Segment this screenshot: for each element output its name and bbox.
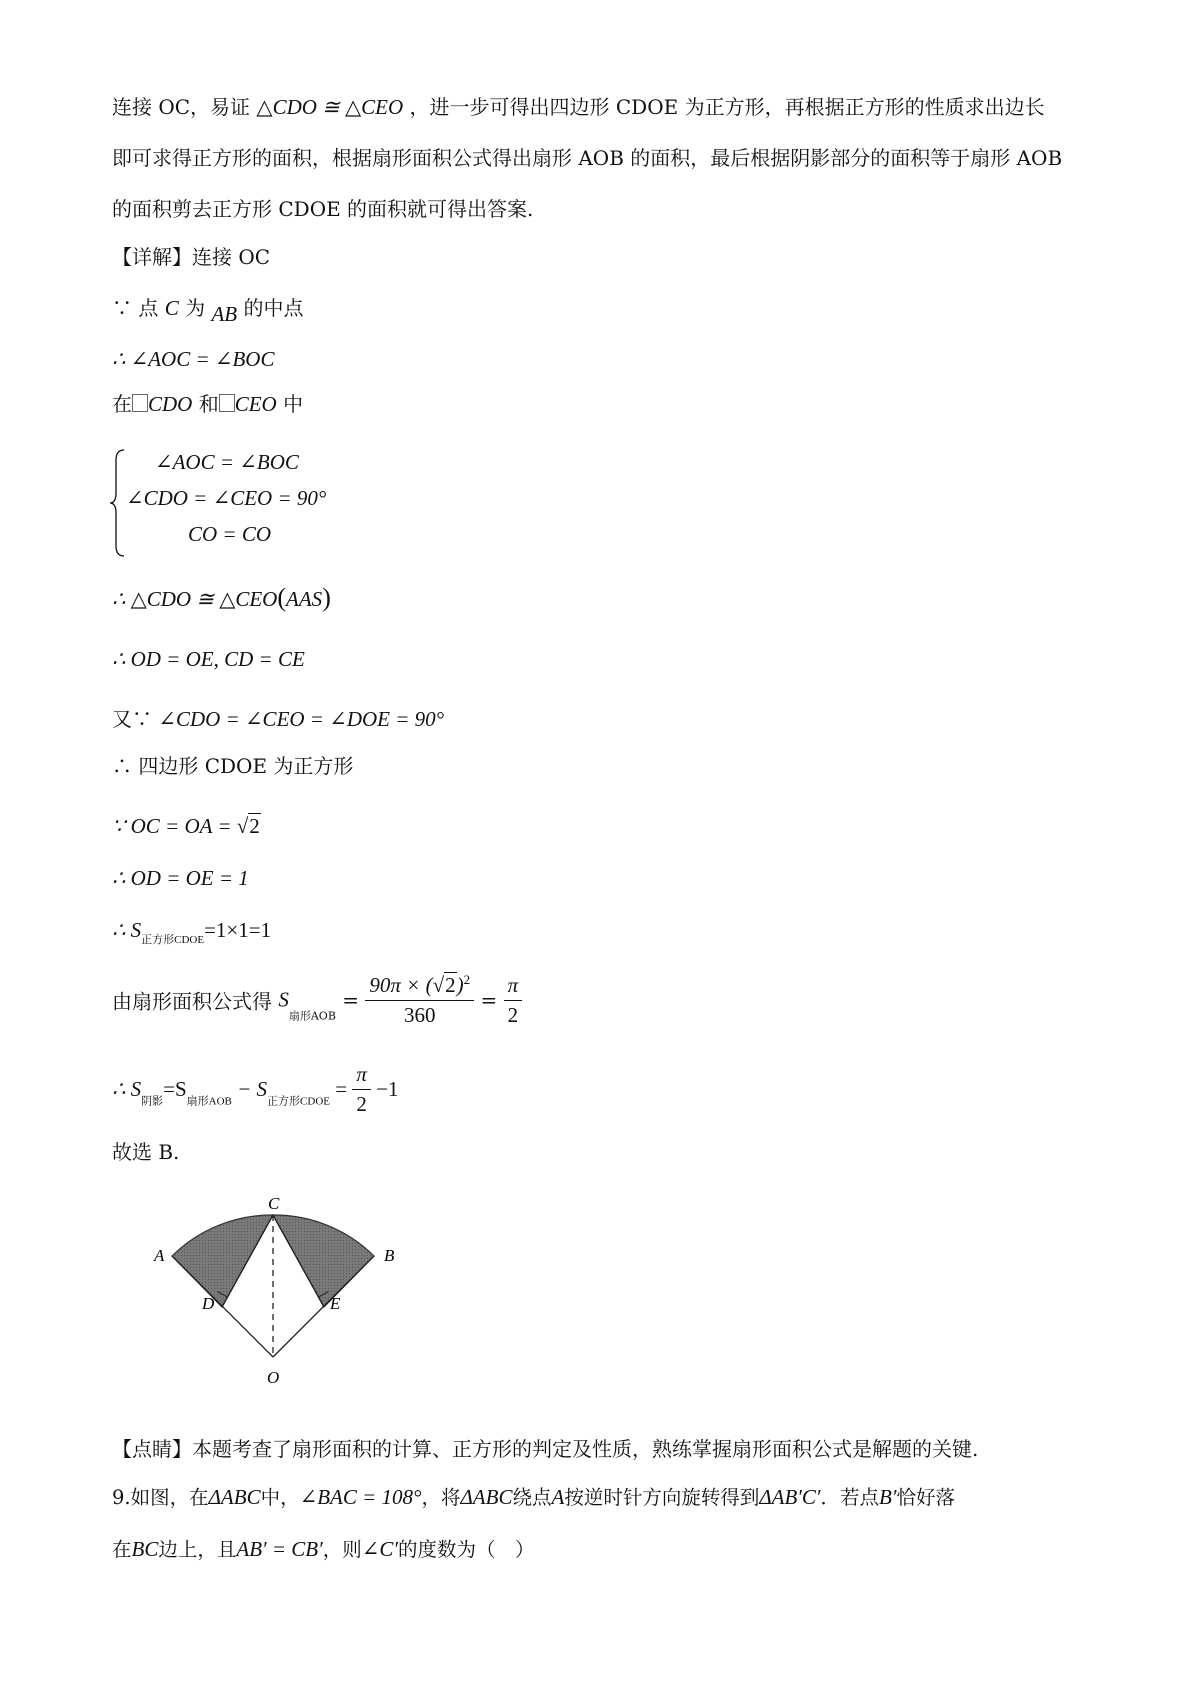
shade-eq-s: =S (163, 1077, 187, 1101)
shaded-region-left (172, 1215, 273, 1307)
q9-text-c: ，将 (421, 1486, 461, 1509)
q9-text-j: ，则 (322, 1538, 362, 1561)
intro-line-3: 的面积剪去正方形 CDOE 的面积就可得出答案. (112, 197, 534, 221)
tri-ceo: CEO (234, 392, 277, 416)
label-d: D (202, 1294, 215, 1313)
q9-point-b: B′ (879, 1485, 897, 1509)
tri-cdo: CDO (148, 392, 193, 416)
oc-root: 2 (249, 814, 260, 838)
sector-num-root: 2 (445, 973, 456, 997)
sector-result-den: 2 (507, 1002, 519, 1027)
shade-num: π (356, 1062, 367, 1086)
congruent-text: ∴ △CDO ≅ △CEO (112, 587, 278, 611)
system-eq-1: ∠AOC = ∠BOC (155, 450, 299, 474)
q9-text-d: 绕点 (512, 1486, 552, 1509)
shade-sub-3: 正方形CDOE (267, 1095, 331, 1108)
congruent-line: ∴ △CDO ≅ △CEO(AAS) (112, 583, 331, 612)
missing-glyph-icon (132, 394, 148, 412)
shade-eq: = (335, 1077, 348, 1101)
sector-result (504, 973, 523, 1028)
also-text: 又∵ (112, 707, 152, 731)
q9-angle: ∠BAC = 108° (299, 1485, 422, 1509)
label-b: B (384, 1246, 395, 1265)
q9-text-i: 边上，且 (158, 1538, 237, 1561)
in-triangles (112, 390, 303, 418)
var-c: C (164, 296, 179, 320)
in-text: 在 (112, 392, 132, 416)
intro-text-1a: 连接 OC，易证 (112, 95, 251, 119)
q9-text-f: ．若点 (820, 1486, 880, 1509)
sector-num-b: ) (456, 973, 464, 997)
sector-subscript: 扇形AOB (288, 1009, 336, 1023)
fraction-bar (504, 1000, 523, 1001)
q9-point-a: A (551, 1485, 565, 1509)
label-a: A (154, 1246, 165, 1265)
shade-den: 2 (356, 1092, 367, 1116)
sector-eq2: = (480, 988, 498, 1012)
intro-line-2: 即可求得正方形的面积，根据扇形面积公式得出扇形 AOB 的面积，最后根据阴影部分的面积等于扇形 AOB (112, 146, 1063, 170)
sides-equal: ∴ OD = OE, CD = CE (112, 647, 305, 671)
because-text: ∵ 点 (112, 296, 159, 320)
q9-angle-c: ∠C′ (361, 1537, 398, 1561)
intro-line-1 (112, 93, 1045, 121)
shaded-region-right (273, 1215, 374, 1307)
label-c: C (268, 1194, 280, 1213)
area-subscript: 正方形CDOE (141, 934, 205, 946)
q9-text-a: 9.如图，在 (112, 1486, 209, 1509)
shade-sub-1: 阴影 (141, 1095, 164, 1108)
missing-glyph-icon (219, 394, 235, 412)
midpoint-text: 的中点 (243, 296, 304, 320)
sector-s: S (278, 987, 289, 1012)
sector-numerator: $90\pi \times (√2)^2$ (369, 972, 471, 997)
area-value: =1×1=1 (204, 918, 272, 942)
od-value: ∴ OD = OE = 1 (112, 866, 249, 890)
choice: 故选 B. (112, 1140, 180, 1164)
intro-text-1b: ，进一步可得出四边形 CDOE 为正方形，再根据正方形的性质求出边长 (409, 95, 1045, 119)
sector-formula (112, 972, 522, 1028)
shade-minus-s: − S (231, 1077, 268, 1101)
shade-s: ∴ S (112, 1077, 142, 1101)
shade-sub-2: 扇形AOB (186, 1095, 232, 1108)
sector-denominator: 360 (404, 1003, 436, 1027)
q9-tri-rotated: ΔAB′C′ (759, 1485, 821, 1509)
oc-text: ∵ OC = OA = (112, 814, 232, 838)
brace-icon (108, 448, 128, 558)
square-conclusion: ∴ 四边形 CDOE 为正方形 (112, 754, 354, 778)
label-e: E (330, 1294, 341, 1313)
sector-text: 由扇形面积公式得 (112, 989, 272, 1014)
system-eq-2: ∠CDO = ∠CEO = 90° (126, 486, 327, 510)
q9-line-1 (112, 1483, 955, 1512)
sector-figure (150, 1185, 410, 1395)
shaded-area (112, 1062, 398, 1117)
shade-tail: −1 (376, 1077, 399, 1101)
area-symbol: ∴ S (112, 918, 142, 942)
q9-line-2 (112, 1535, 534, 1564)
q9-equality: AB′ = CB′ (236, 1537, 323, 1561)
sector-fraction (365, 972, 474, 1028)
sector-num-exp: 2 (463, 972, 471, 987)
q9-tri-abc: ΔABC (208, 1485, 261, 1509)
q9-text-g: 恰好落 (896, 1486, 955, 1509)
is-text: 为 (185, 296, 206, 320)
congruent-reason: AAS (286, 587, 323, 611)
q9-text-h: 在 (112, 1538, 132, 1561)
sector-eq: = (342, 988, 360, 1012)
system-eq-3: CO = CO (188, 522, 272, 546)
also-angles (112, 705, 444, 733)
sector-num-a: 90π × ( (369, 973, 433, 997)
shade-fraction (352, 1062, 371, 1117)
q9-text-b: 中， (260, 1486, 300, 1509)
sector-result-num: π (507, 972, 519, 997)
fraction-bar (365, 1000, 474, 1001)
key-point: 【点睛】本题考查了扇形面积的计算、正方形的判定及性质，熟练掌握扇形面积公式是解题的关键. (112, 1437, 979, 1461)
fraction-bar (352, 1089, 371, 1090)
middle-text: 中 (283, 392, 304, 416)
oc-value: ∵ OC = OA = √2 (112, 814, 260, 838)
arc-ab: AB (211, 302, 238, 326)
because-midpoint (112, 294, 304, 326)
detail-label: 【详解】连接 OC (112, 245, 271, 269)
q9-text-e: 按逆时针方向旋转得到 (564, 1486, 760, 1509)
square-area (112, 916, 271, 954)
and-text: 和 (198, 392, 219, 416)
q9-tri-abc-2: ΔABC (460, 1485, 513, 1509)
therefore-angles: ∴ ∠AOC = ∠BOC (112, 347, 275, 371)
q9-side-bc: BC (131, 1537, 159, 1561)
also-math: ∠CDO = ∠CEO = ∠DOE = 90° (158, 707, 445, 731)
label-o: O (267, 1368, 280, 1387)
q9-text-k: 的度数为（ ） (397, 1538, 535, 1561)
intro-math-congruence: △CDO ≅ △CEO (256, 95, 404, 119)
